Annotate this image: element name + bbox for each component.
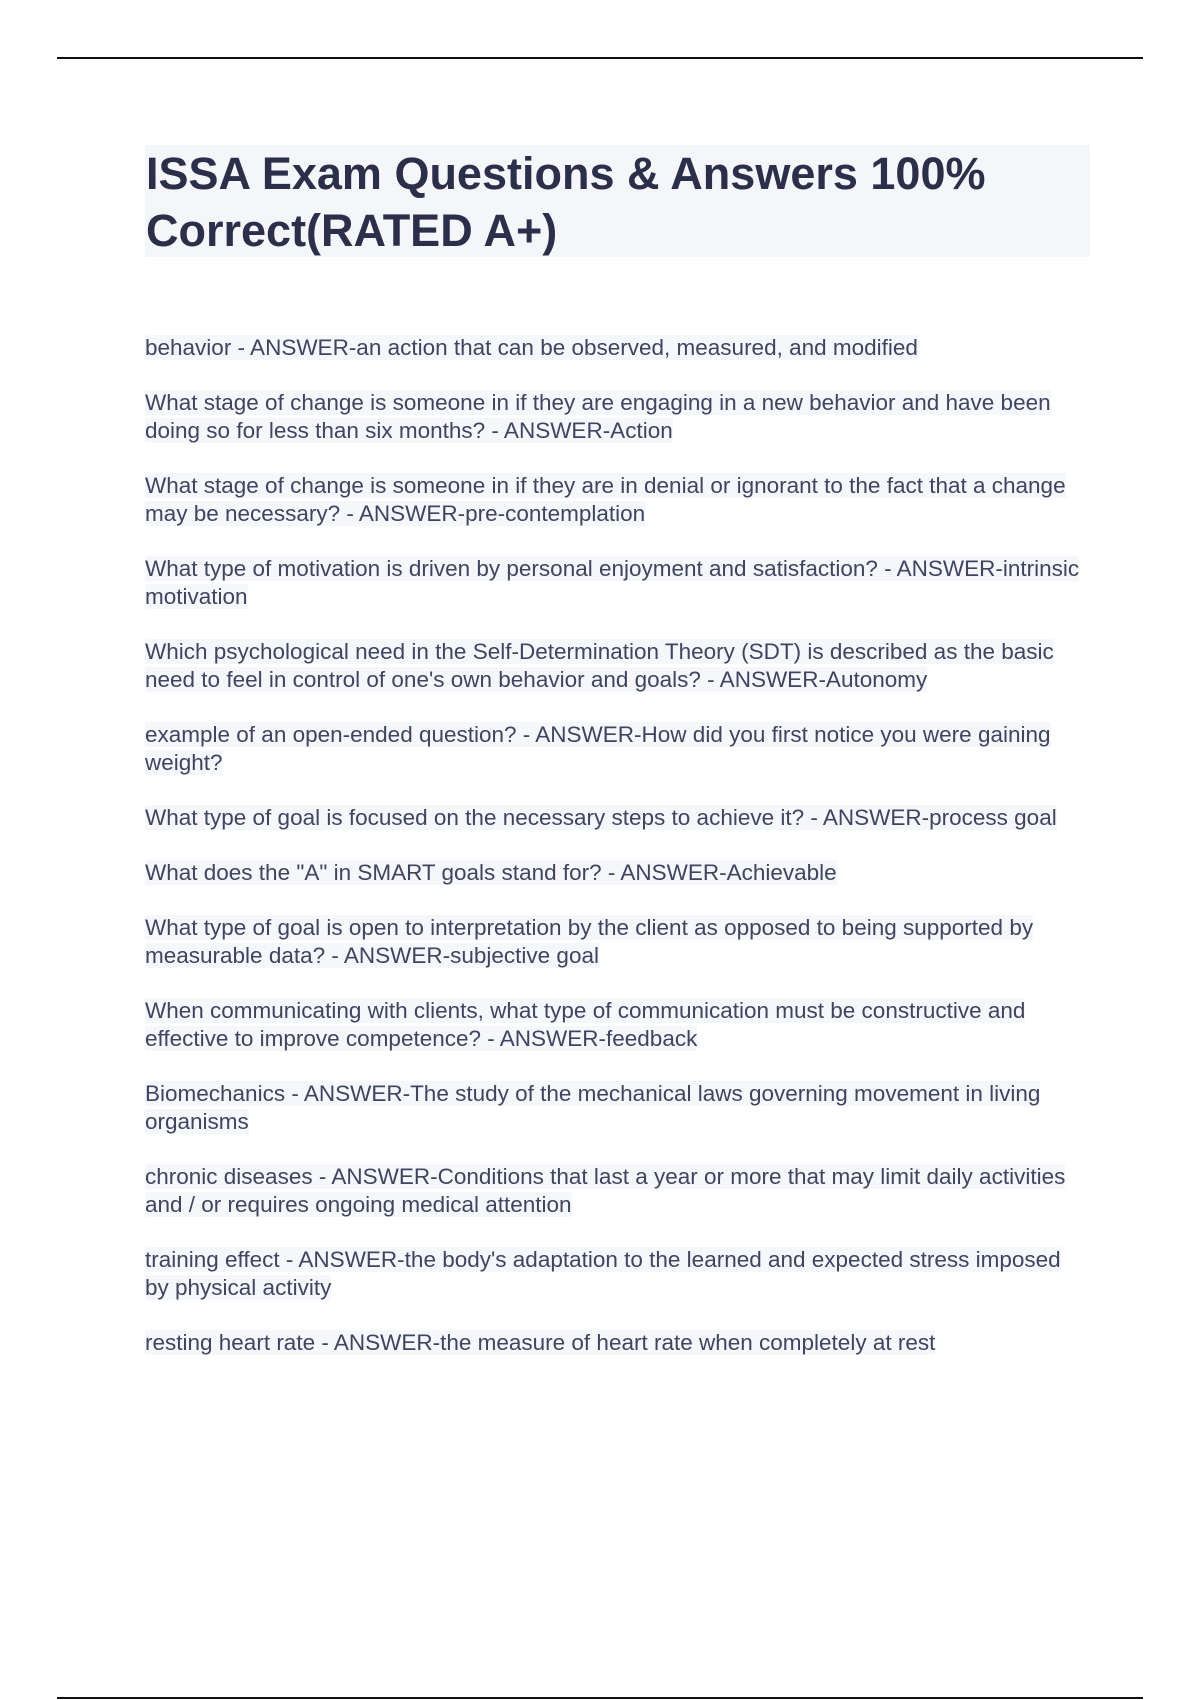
bottom-rule xyxy=(57,1697,1143,1699)
qa-item xyxy=(145,334,1090,362)
qa-text: Biomechanics - ANSWER-The study of the mechanical laws governing movement in living organisms xyxy=(145,1081,1041,1134)
qa-item xyxy=(145,1163,1090,1219)
qa-text: training effect - ANSWER-the body's adaptation to the learned and expected stress imposed by physical activity xyxy=(145,1247,1061,1300)
qa-text: What type of goal is open to interpretation by the client as opposed to being supported by measurable data? - ANSWER-subjective goal xyxy=(145,915,1034,968)
qa-text: What type of goal is focused on the necessary steps to achieve it? - ANSWER-process goal xyxy=(145,805,1057,830)
qa-item xyxy=(145,1080,1090,1136)
qa-item xyxy=(145,1329,1090,1357)
qa-item xyxy=(145,638,1090,694)
qa-item xyxy=(145,1246,1090,1302)
qa-text: resting heart rate - ANSWER-the measure of heart rate when completely at rest xyxy=(145,1330,936,1355)
qa-text: chronic diseases - ANSWER-Conditions that last a year or more that may limit daily activities and / or requires ongoing medical attention xyxy=(145,1164,1066,1217)
page-title: ISSA Exam Questions & Answers 100% Correct(RATED A+) xyxy=(146,148,986,256)
qa-item xyxy=(145,472,1090,528)
qa-text: example of an open-ended question? - ANSWER-How did you first notice you were gaining weight? xyxy=(145,722,1051,775)
title-block xyxy=(145,145,1090,257)
qa-text: Which psychological need in the Self-Determination Theory (SDT) is described as the basic need to feel in control of one's own behavior and goals? - ANSWER-Autonomy xyxy=(145,639,1054,692)
qa-text: What stage of change is someone in if they are engaging in a new behavior and have been doing so for less than six months? - ANSWER-Action xyxy=(145,390,1051,443)
qa-text: What stage of change is someone in if they are in denial or ignorant to the fact that a change may be necessary? - ANSWER-pre-contemplation xyxy=(145,473,1066,526)
qa-item xyxy=(145,997,1090,1053)
top-rule xyxy=(57,57,1143,59)
qa-list xyxy=(145,334,1090,1384)
qa-text: behavior - ANSWER-an action that can be observed, measured, and modified xyxy=(145,335,918,360)
qa-item xyxy=(145,555,1090,611)
qa-item xyxy=(145,804,1090,832)
qa-item xyxy=(145,859,1090,887)
qa-text: What type of motivation is driven by personal enjoyment and satisfaction? - ANSWER-intrinsic motivation xyxy=(145,556,1080,609)
qa-item xyxy=(145,389,1090,445)
qa-text: What does the "A" in SMART goals stand for? - ANSWER-Achievable xyxy=(145,860,837,885)
qa-text: When communicating with clients, what type of communication must be constructive and effective to improve competence? - ANSWER-feedback xyxy=(145,998,1026,1051)
qa-item xyxy=(145,914,1090,970)
qa-item xyxy=(145,721,1090,777)
